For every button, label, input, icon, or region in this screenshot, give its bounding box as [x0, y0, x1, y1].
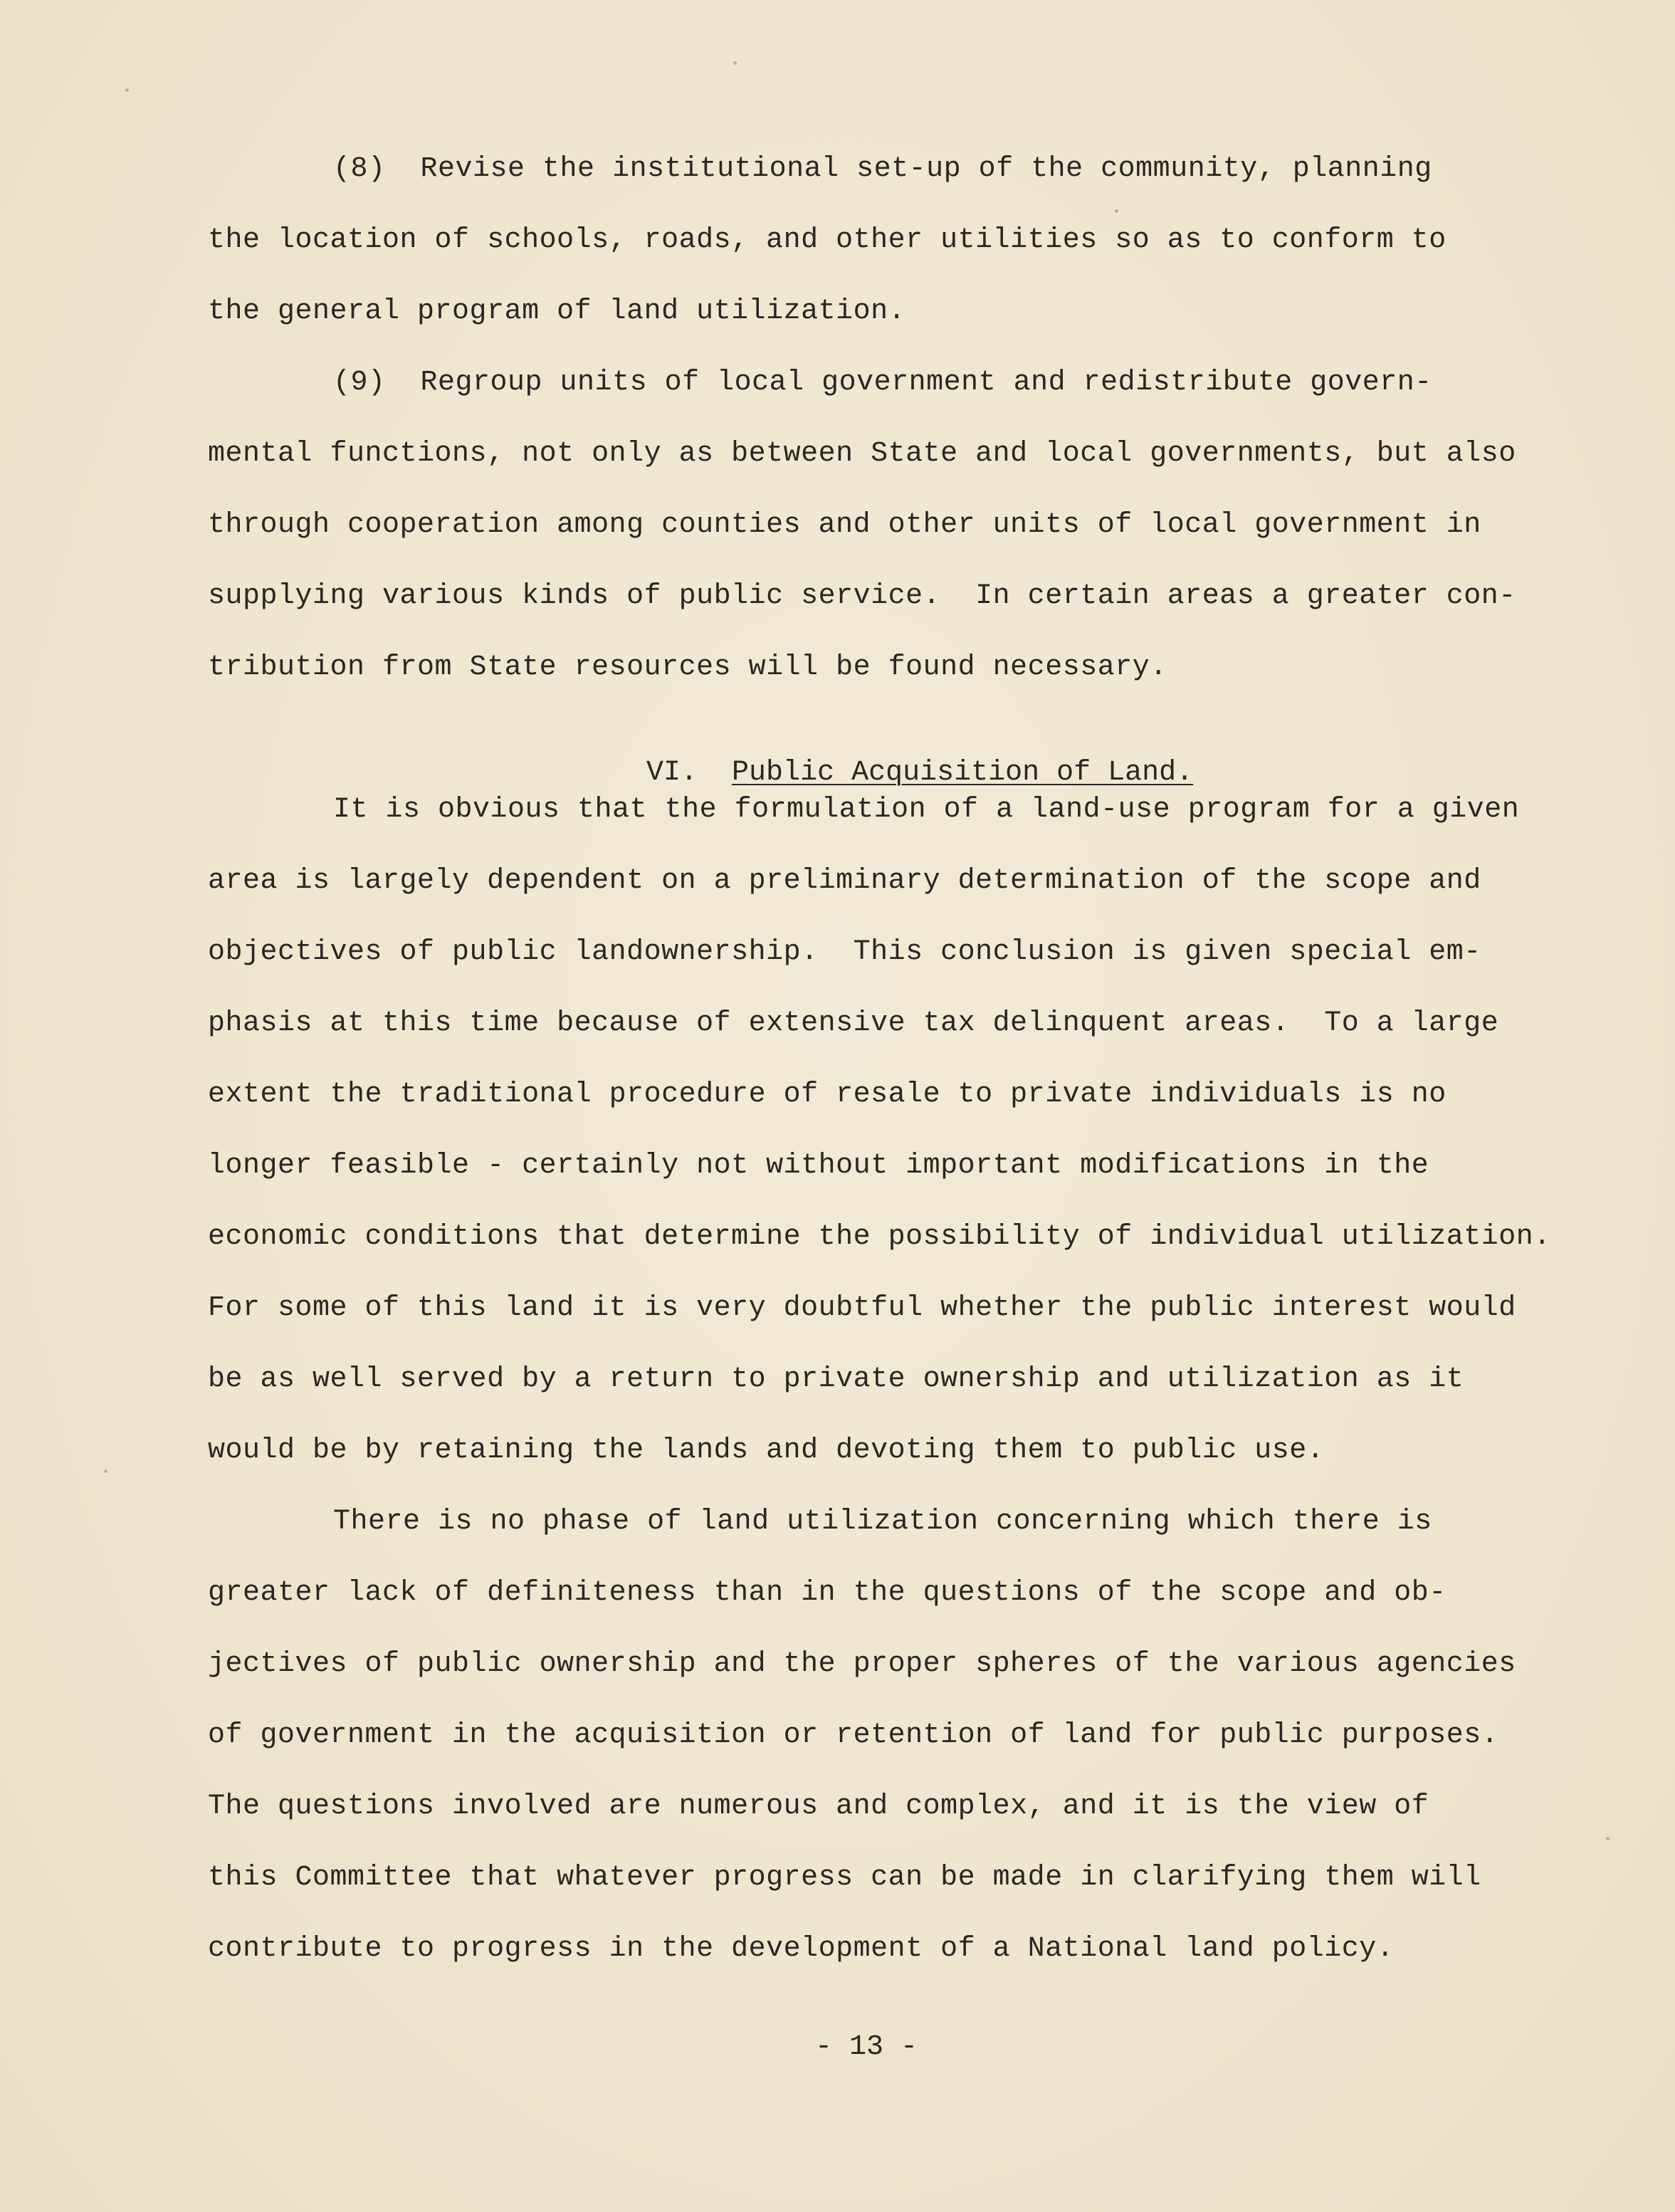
text-line: The questions involved are numerous and complex, and it is the view of: [208, 1791, 1429, 1823]
text-line: (9) Regroup units of local government and redistribute govern-: [333, 367, 1432, 399]
text-line: the general program of land utilization.: [208, 295, 906, 327]
text-line: through cooperation among counties and other units of local government in: [208, 509, 1481, 541]
text-line: area is largely dependent on a preliminary determination of the scope and: [208, 865, 1481, 897]
text-line: tribution from State resources will be found necessary.: [208, 651, 1167, 683]
paper-speck: [733, 61, 737, 65]
text-line: It is obvious that the formulation of a land-use program for a given: [333, 794, 1520, 826]
page-number: - 13 -: [815, 2031, 918, 2063]
text-line: jectives of public ownership and the proper spheres of the various agencies: [208, 1648, 1516, 1680]
text-line: For some of this land it is very doubtful whether the public interest would: [208, 1292, 1516, 1324]
text-line: the location of schools, roads, and other utilities so as to conform to: [208, 224, 1446, 256]
paper-speck: [125, 88, 129, 92]
text-line: extent the traditional procedure of resale to private individuals is no: [208, 1079, 1446, 1111]
text-line: would be by retaining the lands and devoting them to public use.: [208, 1435, 1325, 1467]
text-line: greater lack of definiteness than in the questions of the scope and ob-: [208, 1577, 1446, 1609]
section-title: Public Acquisition of Land.: [732, 757, 1194, 789]
text-line: be as well served by a return to private ownership and utilization as it: [208, 1363, 1464, 1395]
text-line: mental functions, not only as between State and local governments, but also: [208, 438, 1516, 470]
text-line: supplying various kinds of public service. In certain areas a greater con-: [208, 580, 1516, 612]
paper-speck: [104, 1469, 107, 1473]
paper-speck: [1606, 1837, 1610, 1840]
text-line: this Committee that whatever progress can be made in clarifying them will: [208, 1862, 1481, 1894]
text-line: (8) Revise the institutional set-up of the community, planning: [333, 153, 1432, 185]
text-line: There is no phase of land utilization concerning which there is: [333, 1506, 1432, 1538]
text-line: of government in the acquisition or retention of land for public purposes.: [208, 1719, 1499, 1751]
paper-speck: [1115, 209, 1118, 213]
text-line: contribute to progress in the development of a National land policy.: [208, 1933, 1395, 1965]
section-number: VI.: [646, 757, 698, 789]
text-line: longer feasible - certainly not without important modifications in the: [208, 1150, 1429, 1182]
text-line: phasis at this time because of extensive tax delinquent areas. To a large: [208, 1007, 1499, 1039]
text-line: objectives of public landownership. This conclusion is given special em-: [208, 936, 1481, 968]
text-line: economic conditions that determine the possibility of individual utilization.: [208, 1221, 1551, 1253]
